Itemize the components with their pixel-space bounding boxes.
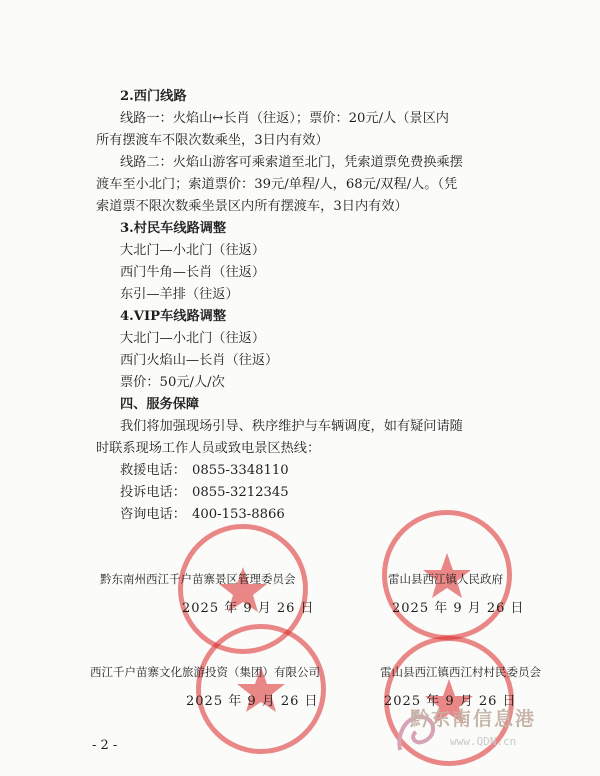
hotline-label: 救援电话： — [120, 463, 186, 478]
signature-org: 西江千户苗寨文化旅游投资（集团）有限公司 — [90, 665, 320, 679]
watermark-text: 黔东南信息港 — [410, 708, 537, 730]
vip-price: 票价：50元/人/次 — [120, 375, 225, 390]
page-number: - 2 - — [92, 738, 118, 753]
hotline-number: 0855-3212345 — [191, 485, 289, 500]
village-route: 西门牛角—长肖（往返） — [120, 265, 266, 280]
route2-line1: 线路二：火焰山游客可乘索道至北门，凭索道票免费换乘摆 — [120, 155, 463, 170]
signature-date: 2025 年 9 月 26 日 — [182, 601, 315, 616]
vip-route: 西门火焰山—长肖（往返） — [120, 353, 279, 368]
hotline-complaint — [120, 482, 289, 504]
hotline-label: 咨询电话： — [120, 507, 186, 522]
route1-line1: 线路一：火焰山↔长肖（往返）；票价：20元/人（景区内 — [120, 111, 449, 126]
village-heading: 3.村民车线路调整 — [120, 221, 227, 236]
hotline-number: 400-153-8866 — [191, 507, 285, 522]
signature-date: 2025 年 9 月 26 日 — [392, 601, 525, 616]
hotline-number: 0855-3348110 — [191, 463, 289, 478]
signature-org: 黔东南州西江千户苗寨景区管理委员会 — [100, 572, 296, 586]
route2-line2: 渡车至小北门；索道票价：39元/单程/人，68元/双程/人。（凭 — [96, 177, 458, 192]
village-route: 大北门—小北门（往返） — [120, 243, 266, 258]
hotline-rescue — [120, 460, 289, 482]
hotline-inquiry — [120, 504, 285, 526]
signature-date: 2025 年 9 月 26 日 — [186, 694, 319, 709]
signature-date: 2025 年 9 月 26 日 — [384, 694, 517, 709]
signature-org: 雷山县西江镇人民政府 — [388, 572, 503, 586]
service-text-line2: 时联系现场工作人员或致电景区热线： — [96, 441, 321, 456]
signature-org: 雷山县西江镇西江村村民委员会 — [380, 665, 541, 679]
hotline-label: 投诉电话： — [120, 485, 186, 500]
west-gate-heading: 2.西门线路 — [120, 89, 187, 104]
service-heading: 四、服务保障 — [120, 397, 200, 412]
route2-line3: 索道票不限次数乘坐景区内所有摆渡车，3日内有效） — [96, 199, 408, 214]
village-route: 东引—羊排（往返） — [120, 287, 239, 302]
vip-route: 大北门—小北门（往返） — [120, 331, 266, 346]
watermark-url: www.QDN.cn — [450, 735, 517, 748]
route1-line2: 所有摆渡车不限次数乘坐，3日内有效） — [96, 133, 329, 148]
seal-star-icon — [201, 629, 321, 749]
vip-heading: 4.VIP车线路调整 — [120, 309, 227, 324]
service-text-line1: 我们将加强现场引导、秩序维护与车辆调度，如有疑问请随 — [120, 419, 463, 434]
seal-tourism-group — [196, 624, 326, 754]
